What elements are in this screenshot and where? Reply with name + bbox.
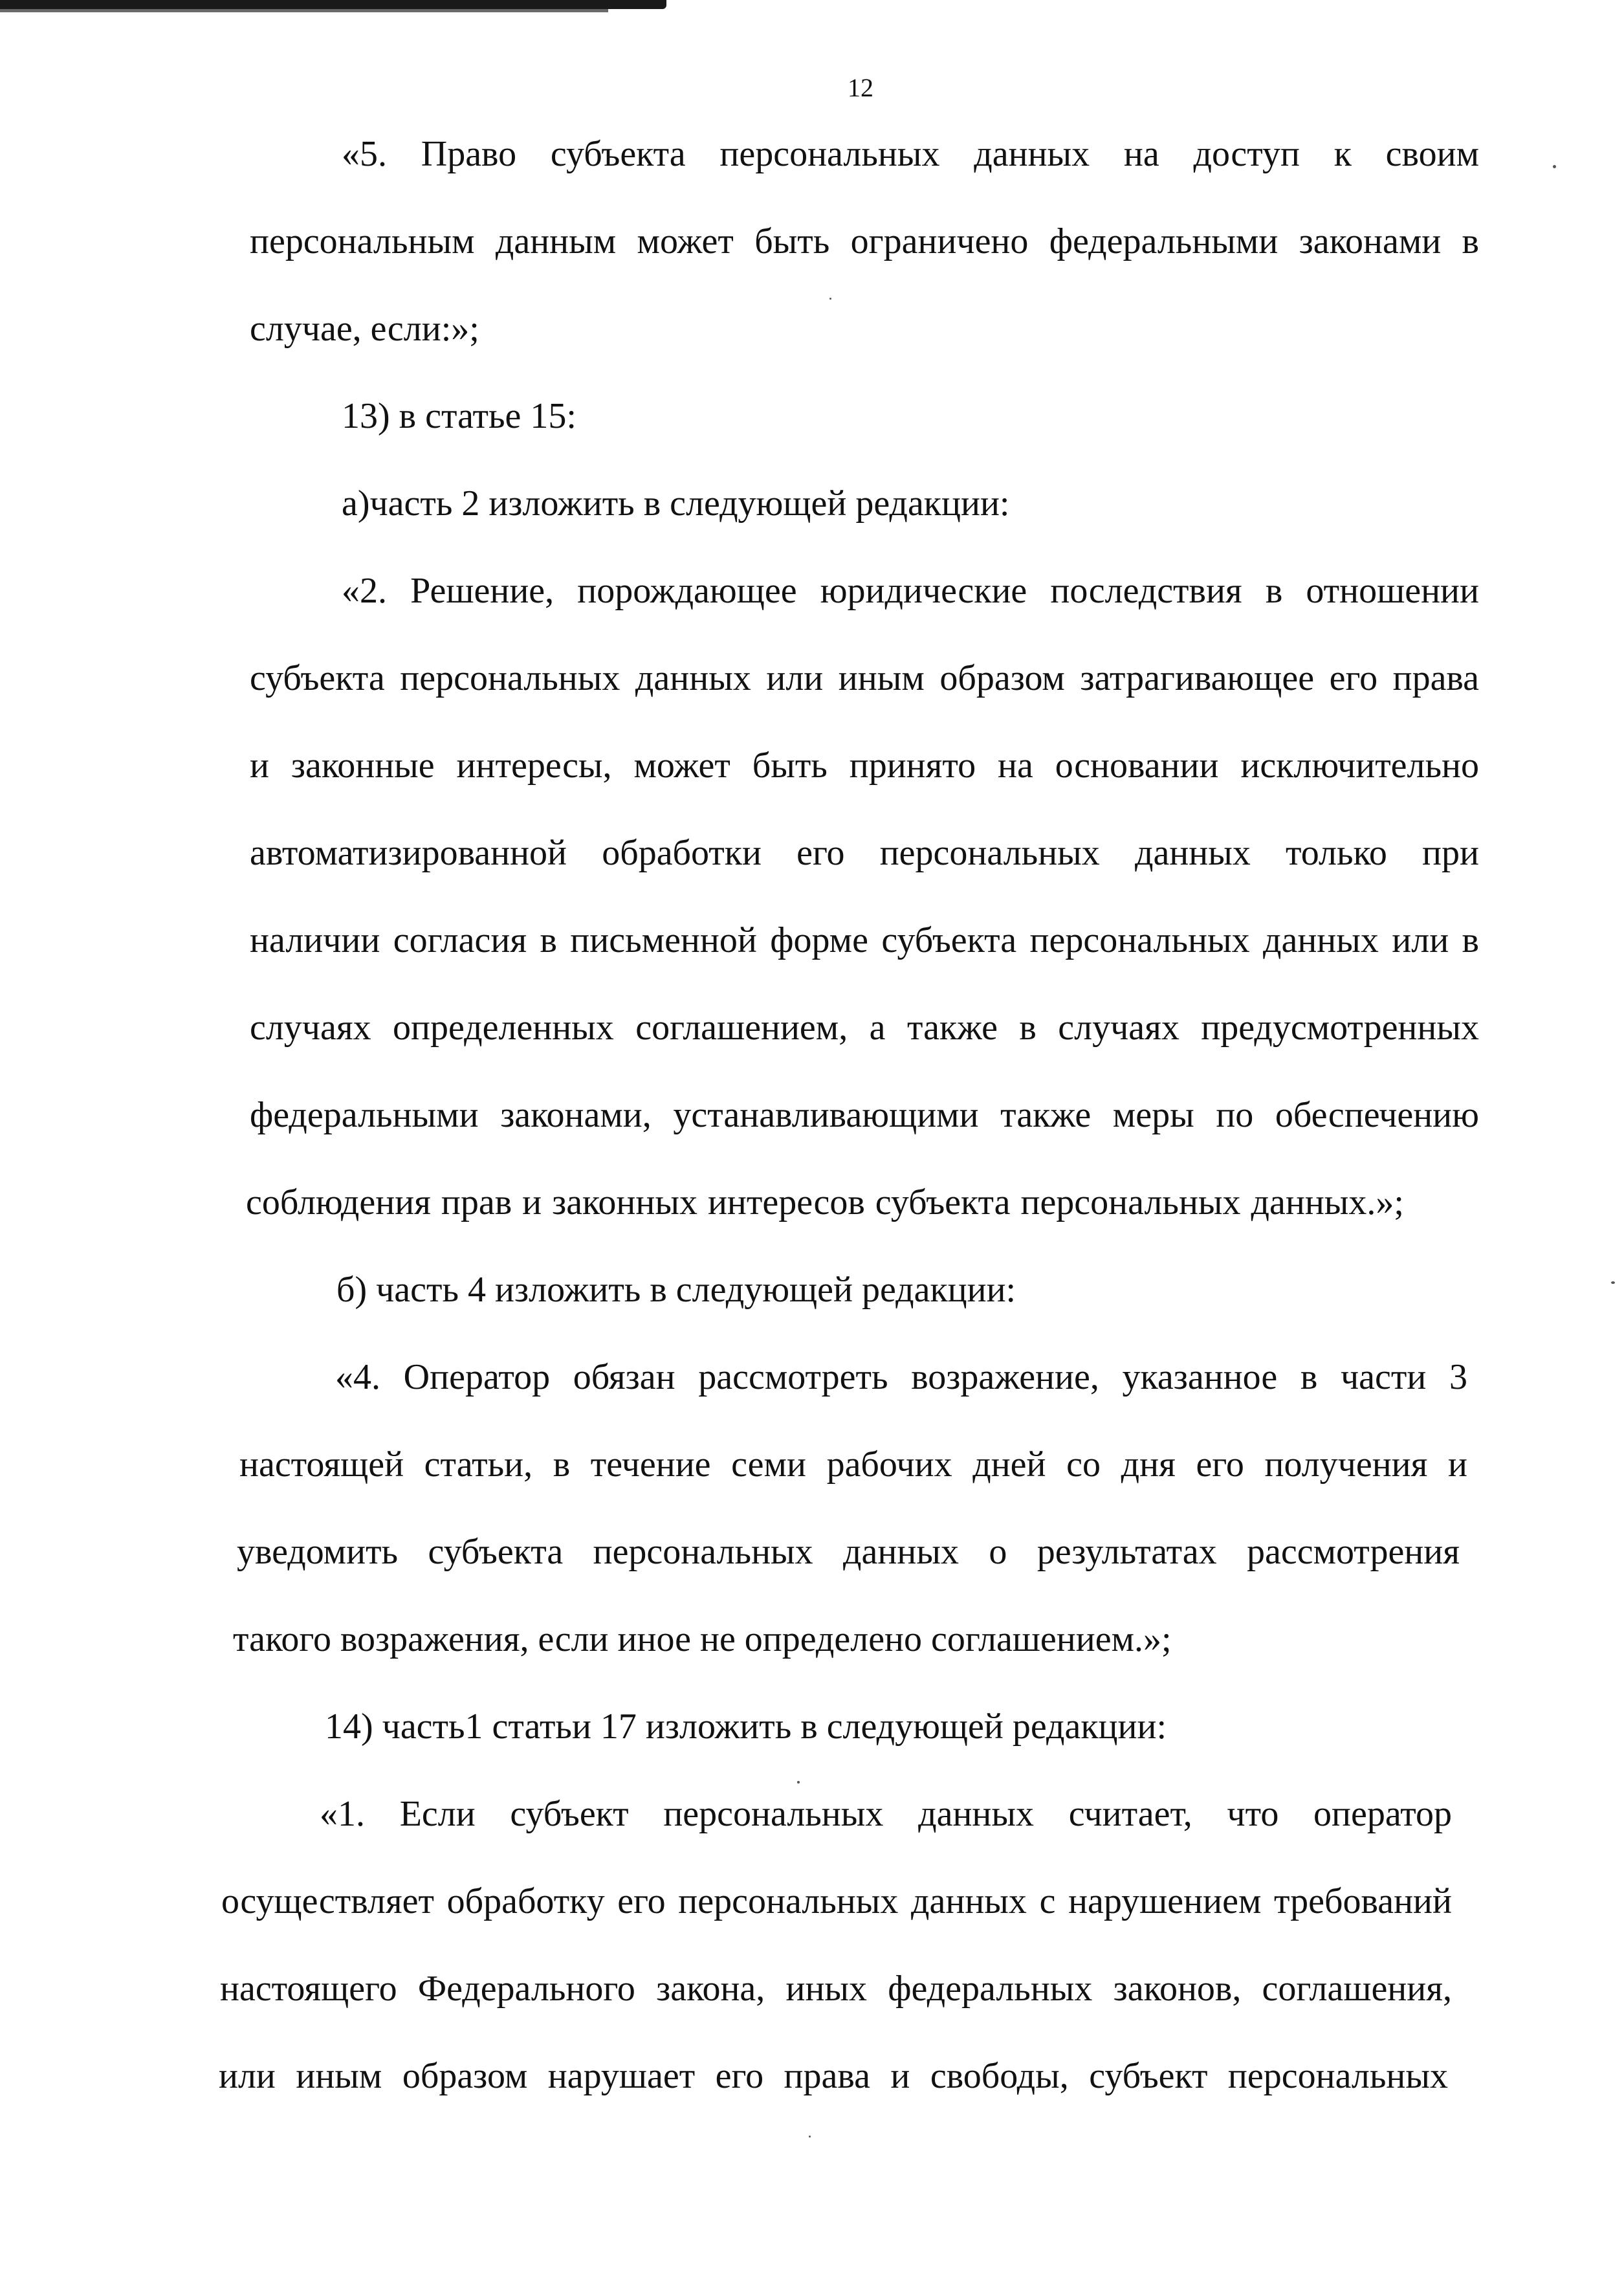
scan-speck (809, 2136, 811, 2138)
scan-speck (1553, 165, 1556, 168)
scan-speck (1611, 1281, 1615, 1284)
text-line: а)часть 2 изложить в следующей редакции: (342, 483, 1010, 524)
text-line: 13) в статье 15: (342, 396, 576, 436)
text-line: автоматизированной обработки его персональных данных только при (250, 833, 1479, 873)
scan-speck (797, 1781, 800, 1784)
text-line: «4. Оператор обязан рассмотреть возражение, указанное в части 3 (335, 1357, 1467, 1397)
text-line: б) часть 4 изложить в следующей редакции: (336, 1270, 1016, 1310)
text-line: уведомить субъекта персональных данных о результатах рассмотрения (237, 1532, 1460, 1572)
text-line: или иным образом нарушает его права и свободы, субъект персональных (219, 2056, 1448, 2096)
text-line: соблюдения прав и законных интересов субъекта персональных данных.»; (246, 1182, 1404, 1222)
text-line: «1. Если субъект персональных данных считает, что оператор (320, 1794, 1452, 1834)
text-line: федеральными законами, устанавливающими также меры по обеспечению (250, 1095, 1479, 1135)
text-line: случаях определенных соглашением, а также в случаях предусмотренных (250, 1008, 1479, 1048)
text-line: 14) часть1 статьи 17 изложить в следующей редакции: (325, 1707, 1167, 1747)
text-line: такого возражения, если иное не определено соглашением.»; (233, 1619, 1172, 1659)
text-line: случае, если:»; (250, 309, 479, 349)
text-line: «5. Право субъекта персональных данных на доступ к своим (342, 134, 1479, 174)
text-line: и законные интересы, может быть принято на основании исключительно (250, 746, 1479, 786)
scan-edge-mark (0, 0, 666, 9)
text-line: наличии согласия в письменной форме субъекта персональных данных или в (250, 920, 1479, 960)
text-line: субъекта персональных данных или иным образом затрагивающее его права (250, 658, 1479, 698)
text-line: «2. Решение, порождающее юридические последствия в отношении (342, 571, 1479, 611)
page-number: 12 (848, 73, 873, 102)
scan-speck (829, 298, 831, 300)
text-line: персональным данным может быть ограничено федеральными законами в (250, 221, 1479, 261)
text-line: настоящего Федерального закона, иных федеральных законов, соглашения, (220, 1969, 1452, 2009)
text-line: настоящей статьи, в течение семи рабочих дней со дня его получения и (239, 1444, 1467, 1485)
text-line: осуществляет обработку его персональных данных с нарушением требований (221, 1881, 1452, 1921)
